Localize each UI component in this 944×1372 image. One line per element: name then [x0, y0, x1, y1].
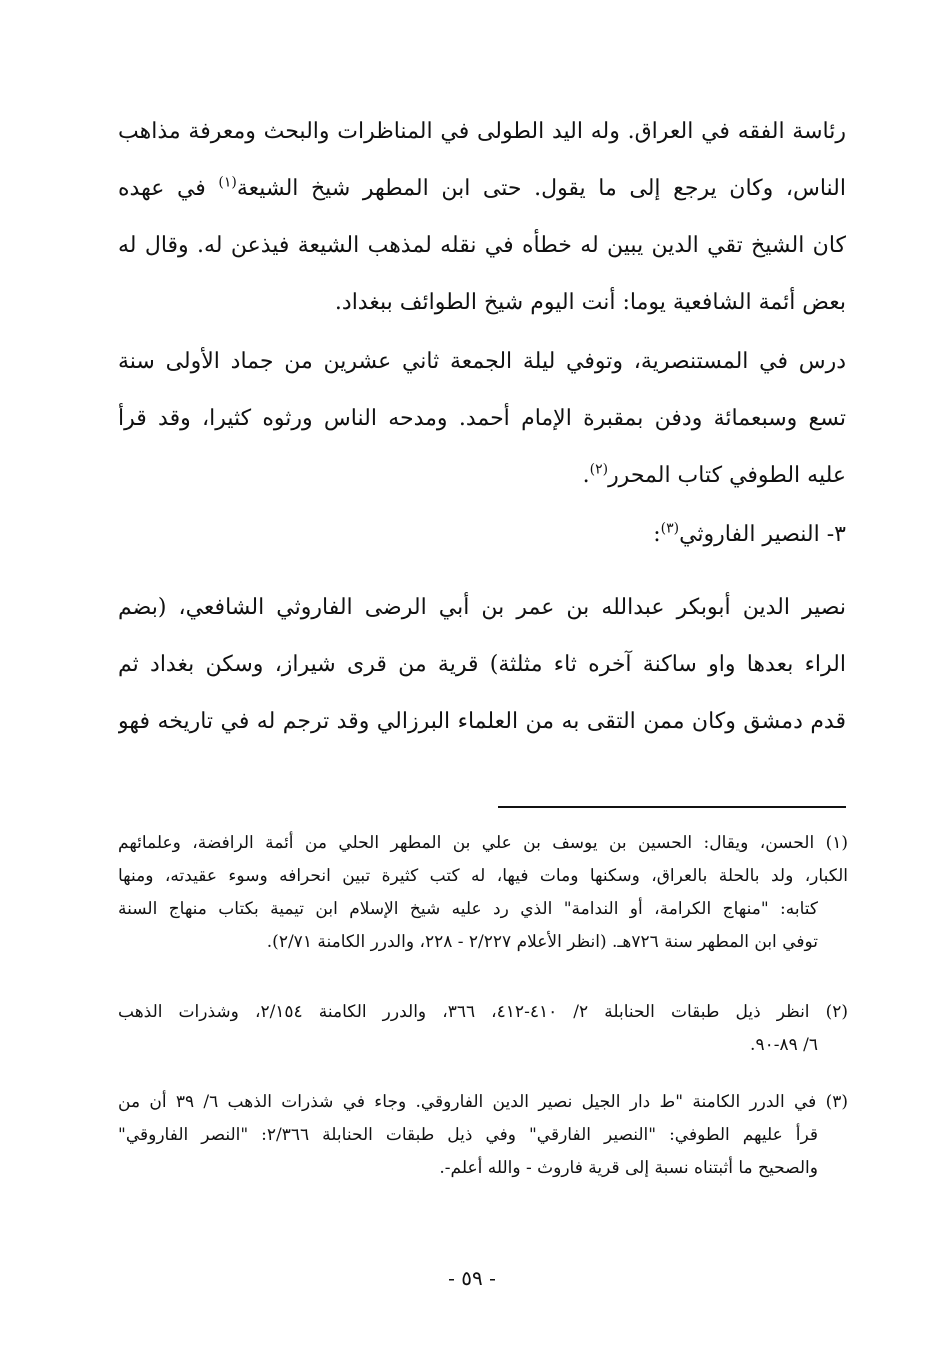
- footnote-ref-3: (٣): [660, 520, 680, 537]
- footnote-3-line-2: قرأ عليهم الطوفي: "النصير الفارقي" وفي ذيل طبقات الحنابلة ٢/٣٦٦: "النصر الفاروقي": [118, 1125, 818, 1145]
- paragraph-3-line-1: نصير الدين أبوبكر عبدالله بن عمر بن أبي الرضى الفاروثي الشافعي، (بضم: [118, 595, 846, 620]
- footnote-2: [118, 996, 848, 1062]
- footnote-1-line-4: توفي ابن المطهر سنة ٧٢٦هـ. (انظر الأعلام ٢/٢٢٧ - ٢٢٨، والدرر الكامنة ٢/٧١).: [266, 932, 818, 952]
- paragraph-2-line-1: درس في المستنصرية، وتوفي ليلة الجمعة ثاني عشرين من جماد الأولى سنة: [118, 349, 846, 374]
- paragraph-1-line-3: كان الشيخ تقي الدين يبين له خطأه في نقله لمذهب الشيعة فيذعن له. وقال له: [118, 233, 846, 258]
- paragraph-1-line-4: بعض أئمة الشافعية يوما: أنت اليوم شيخ الطوائف ببغداد.: [334, 290, 846, 315]
- paragraph-2: [118, 333, 846, 504]
- paragraph-1-line-2-text: الناس، وكان يرجع إلى ما يقول. حتى ابن المطهر شيخ الشيعة: [236, 176, 846, 201]
- footnote-1-line-2: الكبار، ولد بالحلة بالعراق، وسكنها ومات فيها، له كتب كثيرة تبين انحرافه وسوء عقيدته، ومنها: [118, 866, 848, 886]
- paragraph-1-line-1: رئاسة الفقه في العراق. وله اليد الطولى في المناظرات والبحث ومعرفة مذاهب: [118, 119, 846, 144]
- section-heading: [653, 515, 846, 555]
- footnote-1-line-3: كتابه: "منهاج الكرامة، أو الندامة" الذي رد عليه شيخ الإسلام ابن تيمية بكتاب منهاج السنة: [118, 899, 818, 919]
- paragraph-3-line-3: قدم دمشق وكان ممن التقى به من العلماء البرزالي وقد ترجم له في تاريخه فهو: [118, 709, 846, 734]
- paragraph-2-line-3: عليه الطوفي كتاب المحرر$^{(٢)}$.: [582, 461, 846, 488]
- paragraph-2-line-3-text: عليه الطوفي كتاب المحرر: [608, 463, 846, 488]
- footnote-3-line-1: (٣) في الدرر الكامنة "ط دار الجيل نصير الدين الفاروقي. وجاء في شذرات الذهب ٦/ ٣٩ أن من: [118, 1092, 848, 1112]
- footnote-3: [118, 1086, 848, 1185]
- footnote-ref-2: (٢): [589, 461, 609, 478]
- paragraph-1: [118, 103, 846, 331]
- paragraph-1-line-2: [118, 160, 846, 217]
- footnote-3-line-3: والصحيح ما أثبتناه نسبة إلى قرية فاروث - والله أعلم-.: [439, 1158, 818, 1178]
- paragraph-1-line-2-tail: في عهده: [118, 176, 206, 201]
- footnote-1: [118, 827, 848, 959]
- footnote-1-line-1: (١) الحسن، ويقال: الحسين بن يوسف بن علي بن المطهر الحلي من أئمة الرافضة، وعلمائهم: [118, 833, 848, 853]
- footnote-2-line-1: (٢) انظر ذيل طبقات الحنابلة ٢/ ٤١٠-٤١٢، ٣٦٦، والدرر الكامنة ٢/١٥٤، وشذرات الذهب: [118, 1002, 848, 1022]
- paragraph-2-line-2: تسع وسبعمائة ودفن بمقبرة الإمام أحمد. ومدحه الناس ورثوه كثيرا، وقد قرأ: [118, 406, 846, 431]
- paragraph-3-line-2: الراء بعدها واو ساكنة آخره ثاء مثلثة) قرية من قرى شيراز، وسكن بغداد ثم: [118, 652, 846, 677]
- section-heading-text: ٣- النصير الفاروثي: [679, 522, 846, 547]
- footnote-2-line-2: ٦/ ٨٩-٩٠.: [750, 1035, 818, 1055]
- page-number: - ٥٩ -: [448, 1266, 496, 1290]
- section-heading-colon: :: [653, 522, 661, 547]
- footnote-ref-1: (١): [218, 174, 237, 191]
- paragraph-3: [118, 579, 846, 750]
- footnote-separator: [498, 806, 846, 808]
